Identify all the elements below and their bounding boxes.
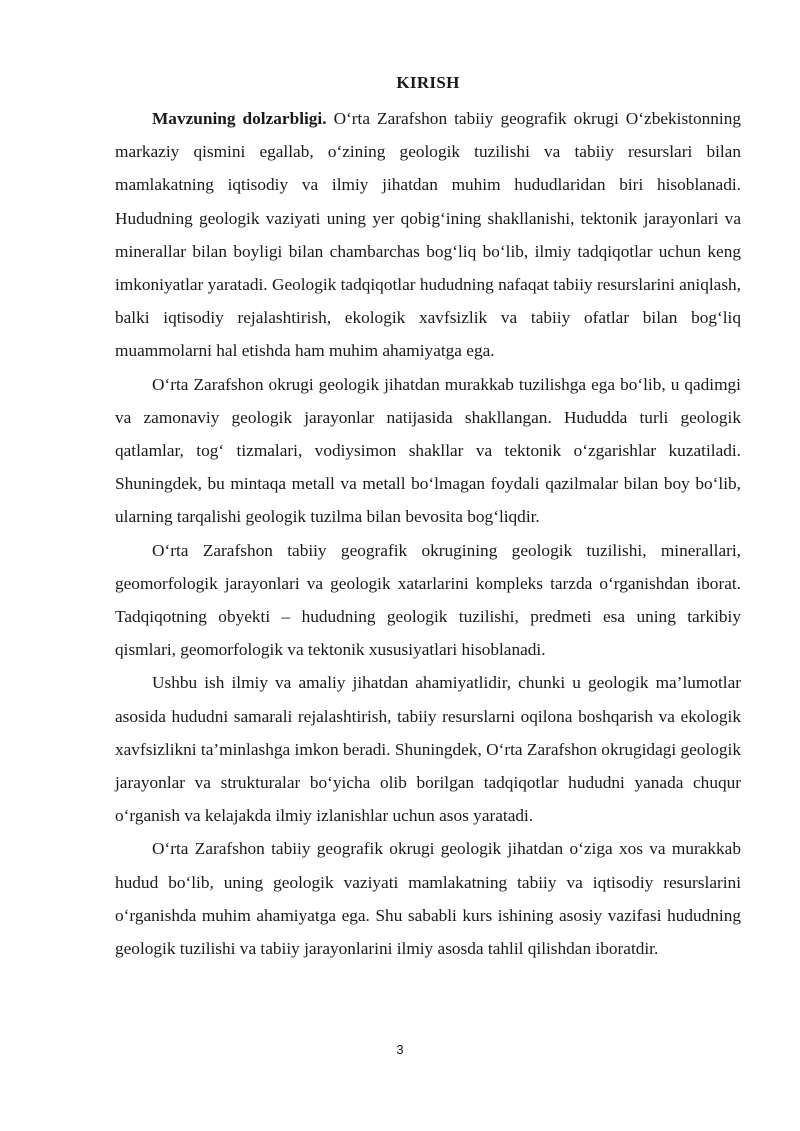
document-page — [115, 72, 741, 965]
paragraph-1 — [115, 102, 741, 368]
paragraph-3: O‘rta Zarafshon tabiiy geografik okrugining geologik tuzilishi, minerallari, geomorfologik jarayonlari va geologik xatarlarini kompleks tarzda o‘rganishdan iborat. Tadqiqotning obyekti – hududning geologik tuzilishi, predmeti esa uning tarkibiy qismlari, geomorfologik va tektonik xususiyatlari hisoblanadi. — [115, 540, 741, 660]
paragraph-2: O‘rta Zarafshon okrugi geologik jihatdan murakkab tuzilishga ega bo‘lib, u qadimgi va zamonaviy geologik jarayonlar natijasida shakllangan. Hududda turli geologik qatlamlar, tog‘ tizmalari, vodiysimon shakllar va tektonik o‘zgarishlar kuzatiladi. Shuningdek, bu mintaqa metall va metall bo‘lmagan foydali qazilmalar bilan boy bo‘lib, ularning tarqalishi geologik tuzilma bilan bevosita bog‘liqdir. — [115, 374, 741, 527]
paragraph-5: O‘rta Zarafshon tabiiy geografik okrugi geologik jihatdan o‘ziga xos va murakkab hudud bo‘lib, uning geologik vaziyati mamlakatning tabiiy va iqtisodiy resurslarini o‘rganishda muhim ahamiyatga ega. Shu sababli kurs ishining asosiy vazifasi hududning geologik tuzilishi va tabiiy jarayonlarini ilmiy asosda tahlil qilishdan iboratdir. — [115, 839, 741, 959]
paragraph-lead: Mavzuning dolzarbligi. — [152, 109, 327, 128]
section-heading: KIRISH — [396, 73, 460, 92]
paragraph-text: O‘rta Zarafshon tabiiy geografik okrugi O‘zbekistonning markaziy qismini egallab, o‘zining geologik tuzilishi va tabiiy resurslari bilan mamlakatning iqtisodiy va ilmiy jihatdan muhim hududlaridan biri hisoblanadi. Hududning geologik vaziyati uning yer qobig‘ining shakllanishi, tektonik jarayonlari va minerallar bilan boyligi bilan chambarchas bog‘liq bo‘lib, ilmiy tadqiqotlar uchun keng imkoniyatlar yaratadi. Geologik tadqiqotlar hududning nafaqat tabiiy resurslarini aniqlash, balki iqtisodiy rejalashtirish, ekologik xavfsizlik va tabiiy ofatlar bilan bog‘liq muammolarni hal etishda ham muhim ahamiyatga ega. — [115, 109, 741, 361]
page-number: 3 — [396, 1042, 404, 1057]
paragraph-4: Ushbu ish ilmiy va amaliy jihatdan ahamiyatlidir, chunki u geologik ma’lumotlar asosida hududni samarali rejalashtirish, tabiiy resurslarni oqilona boshqarish va ekologik xavfsizlikni ta’minlashga imkon beradi. Shuningdek, O‘rta Zarafshon okrugidagi geologik jarayonlar va strukturalar bo‘yicha olib borilgan tadqiqotlar hududni yanada chuqur o‘rganish va kelajakda ilmiy izlanishlar uchun asos yaratadi. — [115, 673, 741, 826]
